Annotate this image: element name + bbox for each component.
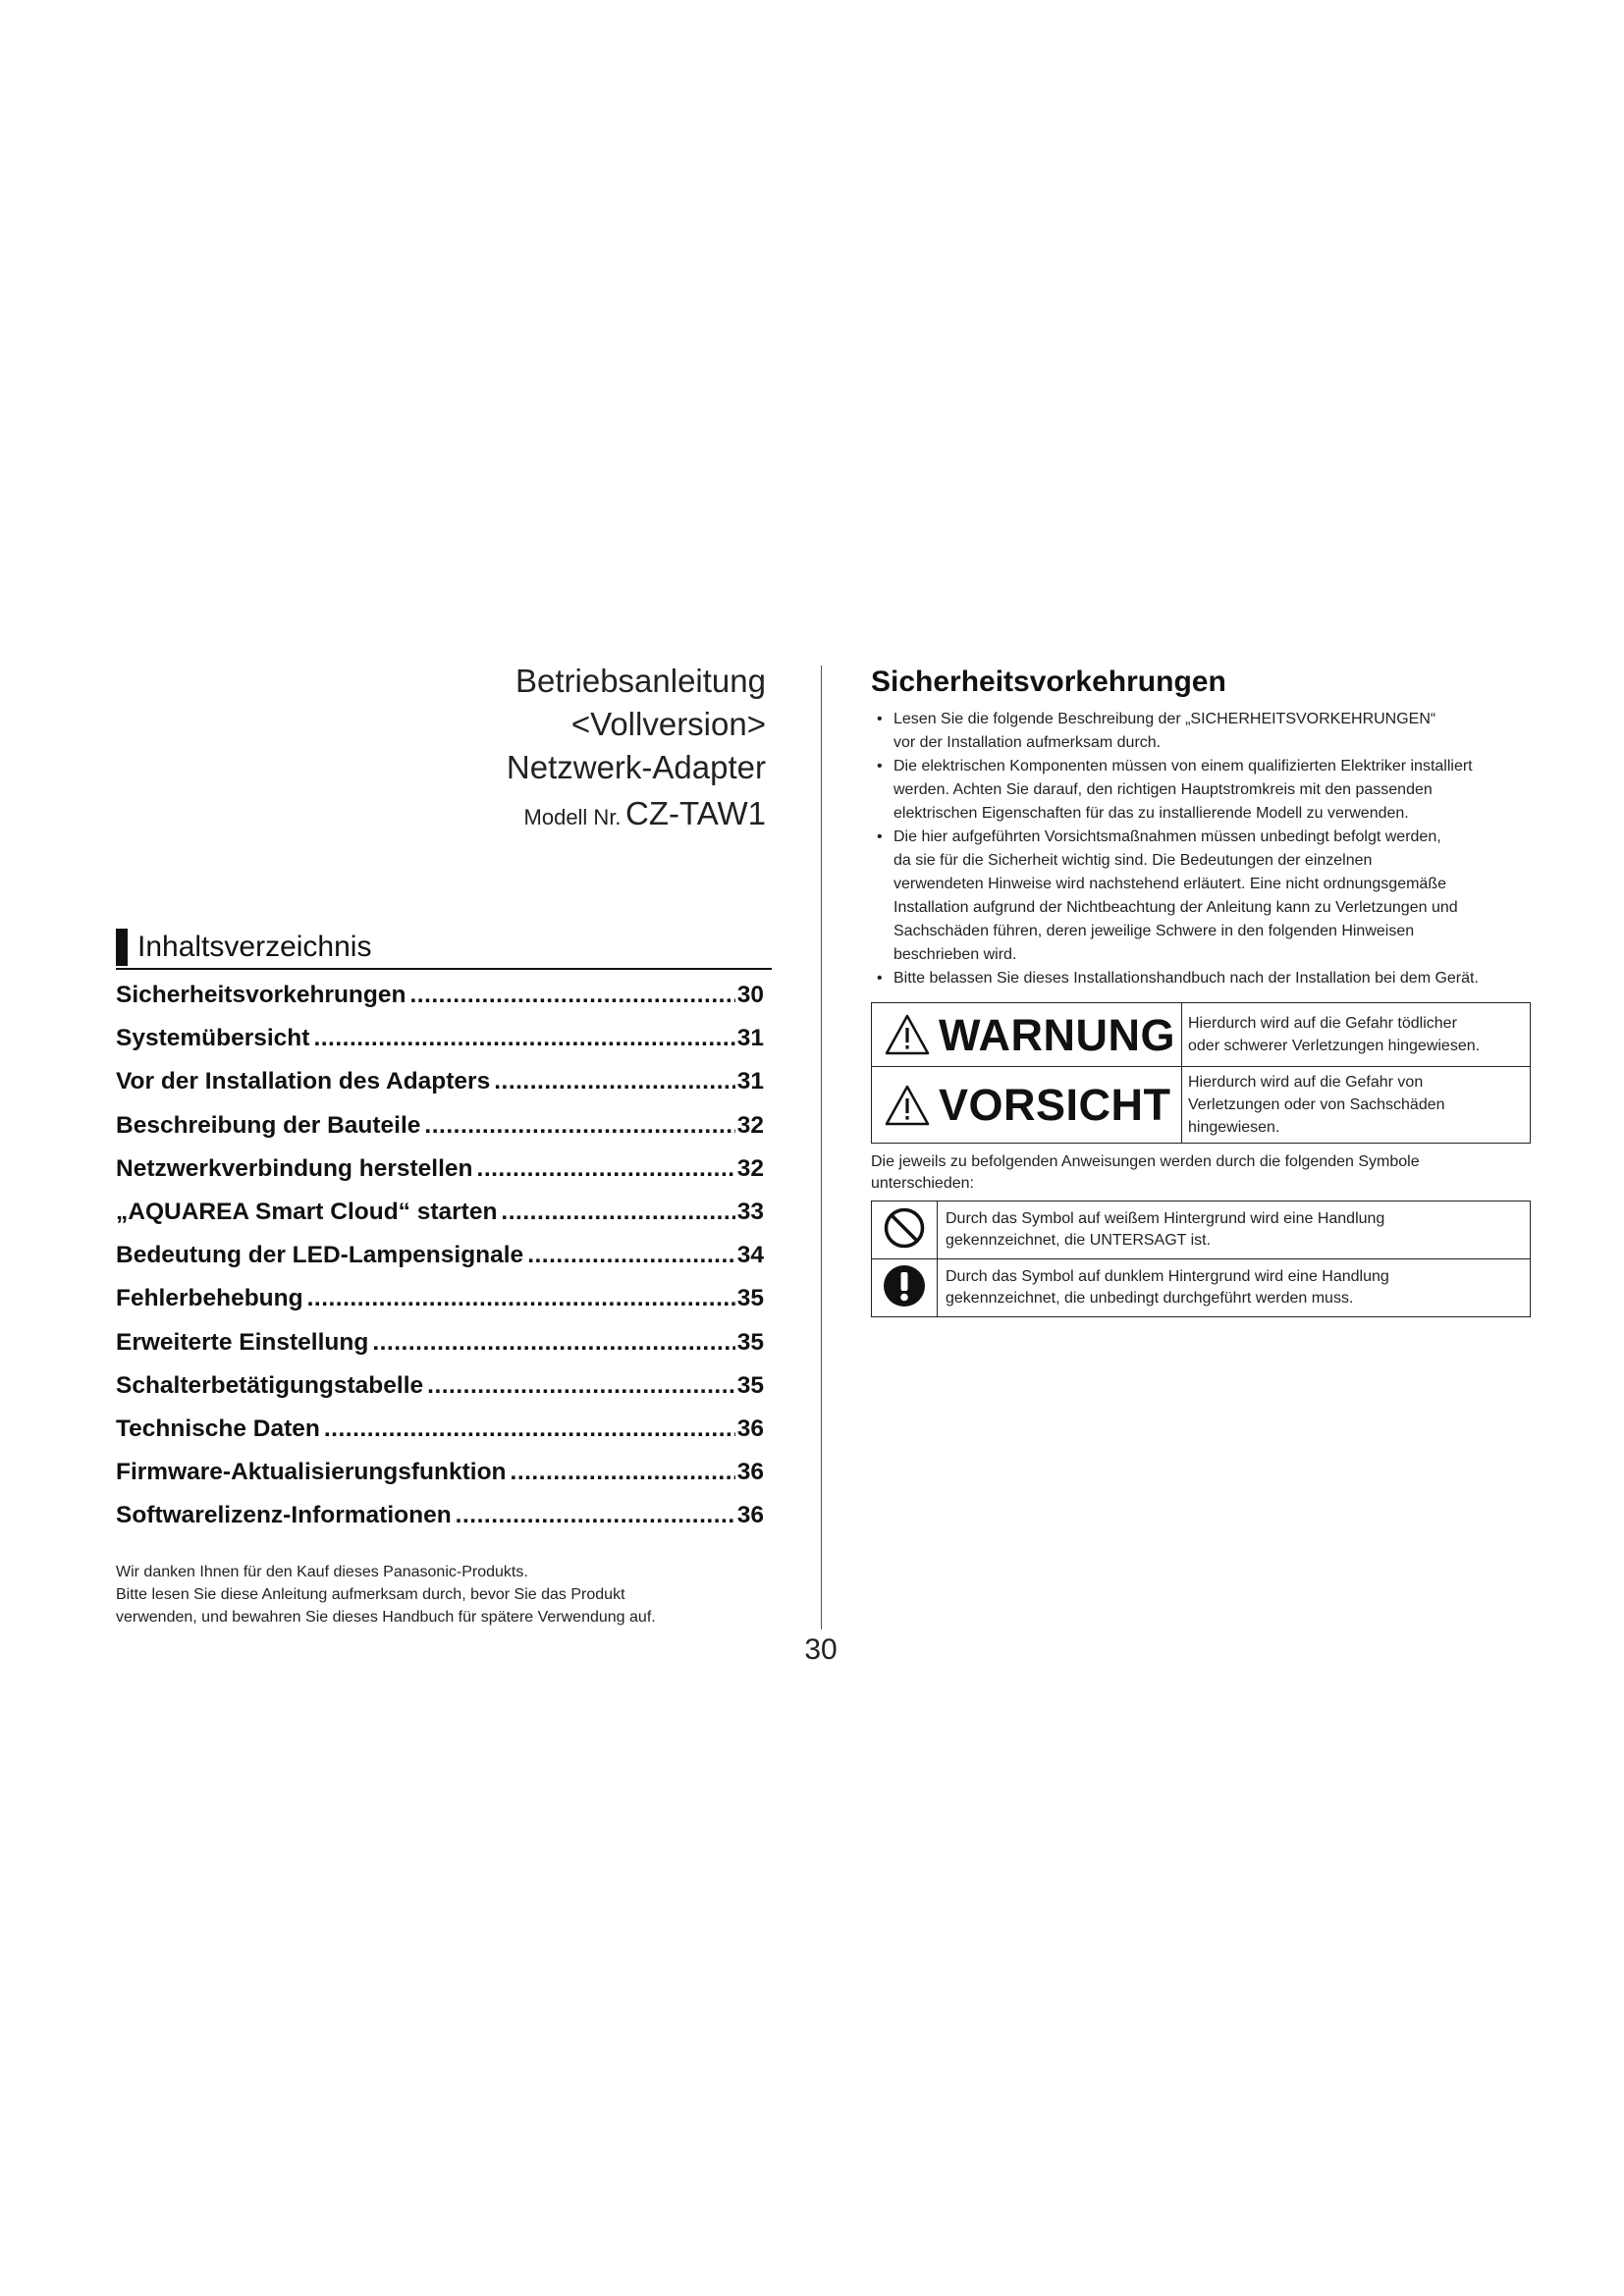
safety-bullets [871, 708, 1533, 990]
caution-signal [872, 1080, 1181, 1130]
mandatory-icon [882, 1263, 927, 1313]
warning-signal-cell [872, 1003, 1182, 1067]
symbol-desc-line: Durch das Symbol auf weißem Hintergrund wird eine Handlung [946, 1210, 1385, 1227]
desc-line: Hierdurch wird auf die Gefahr von [1188, 1074, 1424, 1091]
toc-item[interactable] [116, 1408, 764, 1451]
toc-item-title: Bedeutung der LED-Lampensignale [116, 1242, 524, 1269]
symbols-intro [871, 1151, 1533, 1195]
toc-item-title: Systemübersicht [116, 1025, 310, 1052]
toc-item-page: 34 [736, 1242, 764, 1269]
symbol-row-mandatory [872, 1259, 1531, 1317]
toc-item-page: 35 [736, 1328, 764, 1356]
toc-list [116, 974, 764, 1537]
desc-line: Verletzungen oder von Sachschäden [1188, 1096, 1445, 1113]
title-block [353, 660, 766, 843]
symbol-table [871, 1201, 1531, 1317]
symbol-desc-line: gekennzeichnet, die unbedingt durchgeführt werden muss. [946, 1290, 1354, 1307]
toc-item[interactable] [116, 1277, 764, 1320]
toc-leader [427, 1372, 735, 1400]
toc-item-title: Beschreibung der Bauteile [116, 1111, 421, 1139]
safety-bullet [871, 826, 1533, 967]
toc-item-page: 36 [736, 1459, 764, 1486]
warning-signal [872, 1009, 1181, 1060]
toc-item[interactable] [116, 1494, 764, 1537]
manual-title: Betriebsanleitung [514, 663, 766, 699]
toc-leader [424, 1112, 734, 1140]
symbol-desc-line: Durch das Symbol auf dunklem Hintergrund wird eine Handlung [946, 1268, 1389, 1285]
warning-triangle-icon [884, 1013, 931, 1056]
thank-you-line: Wir danken Ihnen für den Kauf dieses Panasonic-Produkts. [116, 1564, 528, 1580]
caution-signal-cell [872, 1067, 1182, 1144]
bullet-line: elektrischen Eigenschaften für das zu installierende Modell zu verwenden. [893, 805, 1409, 822]
bullet-line: werden. Achten Sie darauf, den richtigen Hauptstromkreis mit den passenden [893, 781, 1433, 798]
symbol-description [938, 1201, 1531, 1259]
toc-leader [494, 1068, 735, 1095]
toc-item[interactable] [116, 1191, 764, 1234]
page-number: 30 [804, 1633, 838, 1666]
toc-item-page: 31 [736, 1068, 764, 1095]
caution-label: VORSICHT [939, 1080, 1171, 1130]
symbol-desc-line: gekennzeichnet, die UNTERSAGT ist. [946, 1232, 1212, 1249]
toc-item-page: 35 [736, 1371, 764, 1399]
warning-description [1182, 1003, 1531, 1067]
bullet-line: vor der Installation aufmerksam durch. [893, 734, 1162, 751]
toc-item-title: Schalterbetätigungstabelle [116, 1371, 424, 1399]
bullet-line: Installation aufgrund der Nichtbeachtung der Anleitung kann zu Verletzungen und [893, 899, 1458, 916]
caution-description [1182, 1067, 1531, 1144]
model-label: Modell Nr. [523, 805, 622, 829]
toc-leader [313, 1025, 734, 1052]
toc-leader [324, 1415, 735, 1443]
symbol-icon-cell [872, 1259, 938, 1317]
toc-leader [307, 1285, 735, 1312]
caution-row [872, 1067, 1531, 1144]
toc-leader [511, 1459, 735, 1486]
thank-you-note [116, 1561, 784, 1629]
toc-item[interactable] [116, 1451, 764, 1494]
model-number: CZ-TAW1 [625, 795, 766, 831]
toc-item[interactable] [116, 1060, 764, 1103]
toc-item-title: „AQUAREA Smart Cloud“ starten [116, 1199, 498, 1226]
toc-item-page: 30 [736, 982, 764, 1009]
toc-item-title: Firmware-Aktualisierungsfunktion [116, 1459, 507, 1486]
toc-leader [456, 1502, 735, 1529]
toc-item-page: 36 [736, 1502, 764, 1529]
toc-leader [409, 982, 734, 1009]
symbol-description [938, 1259, 1531, 1317]
toc-item-title: Sicherheitsvorkehrungen [116, 982, 406, 1009]
bullet-line: • Bitte belassen Sie dieses Installationshandbuch nach der Installation bei dem Gerät. [893, 970, 1479, 987]
safety-bullet [871, 967, 1533, 990]
bullet-line: verwendeten Hinweise wird nachstehend erläutert. Eine nicht ordnungsgemäße [893, 876, 1446, 892]
toc-item-page: 31 [736, 1025, 764, 1052]
toc-item-page: 36 [736, 1415, 764, 1442]
toc-leader [372, 1329, 734, 1357]
toc-item[interactable] [116, 974, 764, 1017]
safety-section [871, 663, 1533, 1317]
bullet-line: Sachschäden führen, deren jeweilige Schwere in den folgenden Hinweisen [893, 923, 1415, 939]
toc-item-title: Softwarelizenz-Informationen [116, 1502, 452, 1529]
intro-line: Die jeweils zu befolgenden Anweisungen werden durch die folgenden Symbole [871, 1153, 1420, 1170]
toc-item[interactable] [116, 1234, 764, 1277]
toc-item-title: Technische Daten [116, 1415, 320, 1442]
toc-item-title: Netzwerkverbindung herstellen [116, 1154, 473, 1182]
manual-version: <Vollversion> [570, 706, 766, 742]
warning-row [872, 1003, 1531, 1067]
toc-item-page: 33 [736, 1199, 764, 1226]
toc-item-page: 35 [736, 1285, 764, 1312]
toc-item[interactable] [116, 1017, 764, 1060]
signal-word-table [871, 1002, 1531, 1144]
symbol-icon-cell [872, 1201, 938, 1259]
toc-item-title: Erweiterte Einstellung [116, 1328, 369, 1356]
toc-heading [116, 929, 772, 970]
toc-item-page: 32 [736, 1154, 764, 1182]
warning-triangle-icon [884, 1084, 931, 1127]
product-name: Netzwerk-Adapter [506, 749, 766, 785]
safety-title: Sicherheitsvorkehrungen [871, 666, 1226, 698]
column-divider [821, 666, 822, 1629]
toc-item-page: 32 [736, 1111, 764, 1139]
toc-item-title: Fehlerbehebung [116, 1285, 303, 1312]
bullet-line: • Die elektrischen Komponenten müssen von einem qualifizierten Elektriker installiert [893, 758, 1473, 774]
toc-item[interactable] [116, 1364, 764, 1408]
thank-you-line: verwenden, und bewahren Sie dieses Handbuch für spätere Verwendung auf. [116, 1609, 656, 1626]
safety-bullet [871, 708, 1533, 755]
toc-item[interactable] [116, 1148, 764, 1191]
desc-line: hingewiesen. [1188, 1119, 1280, 1136]
desc-line: Hierdurch wird auf die Gefahr tödlicher [1188, 1015, 1457, 1032]
intro-line: unterschieden: [871, 1175, 974, 1192]
toc-item[interactable] [116, 1104, 764, 1148]
bullet-line: • Lesen Sie die folgende Beschreibung der „SICHERHEITSVORKEHRUNGEN“ [893, 711, 1436, 727]
prohibited-icon [883, 1206, 926, 1255]
desc-line: oder schwerer Verletzungen hingewiesen. [1188, 1038, 1481, 1054]
thank-you-line: Bitte lesen Sie diese Anleitung aufmerksam durch, bevor Sie das Produkt [116, 1586, 625, 1603]
toc-leader [501, 1199, 734, 1226]
toc-item[interactable] [116, 1321, 764, 1364]
bullet-line: beschrieben wird. [893, 946, 1017, 963]
toc-leader [477, 1155, 735, 1183]
heading-bar [116, 929, 128, 966]
toc-heading-text: Inhaltsverzeichnis [137, 931, 372, 963]
safety-bullet [871, 755, 1533, 826]
warning-label: WARNUNG [939, 1009, 1175, 1060]
symbol-row-prohibited [872, 1201, 1531, 1259]
toc-item-title: Vor der Installation des Adapters [116, 1068, 491, 1095]
bullet-line: da sie für die Sicherheit wichtig sind. Die Bedeutungen der einzelnen [893, 852, 1373, 869]
bullet-line: • Die hier aufgeführten Vorsichtsmaßnahmen müssen unbedingt befolgt werden, [893, 828, 1441, 845]
model-line [353, 791, 766, 843]
toc-leader [527, 1242, 735, 1269]
